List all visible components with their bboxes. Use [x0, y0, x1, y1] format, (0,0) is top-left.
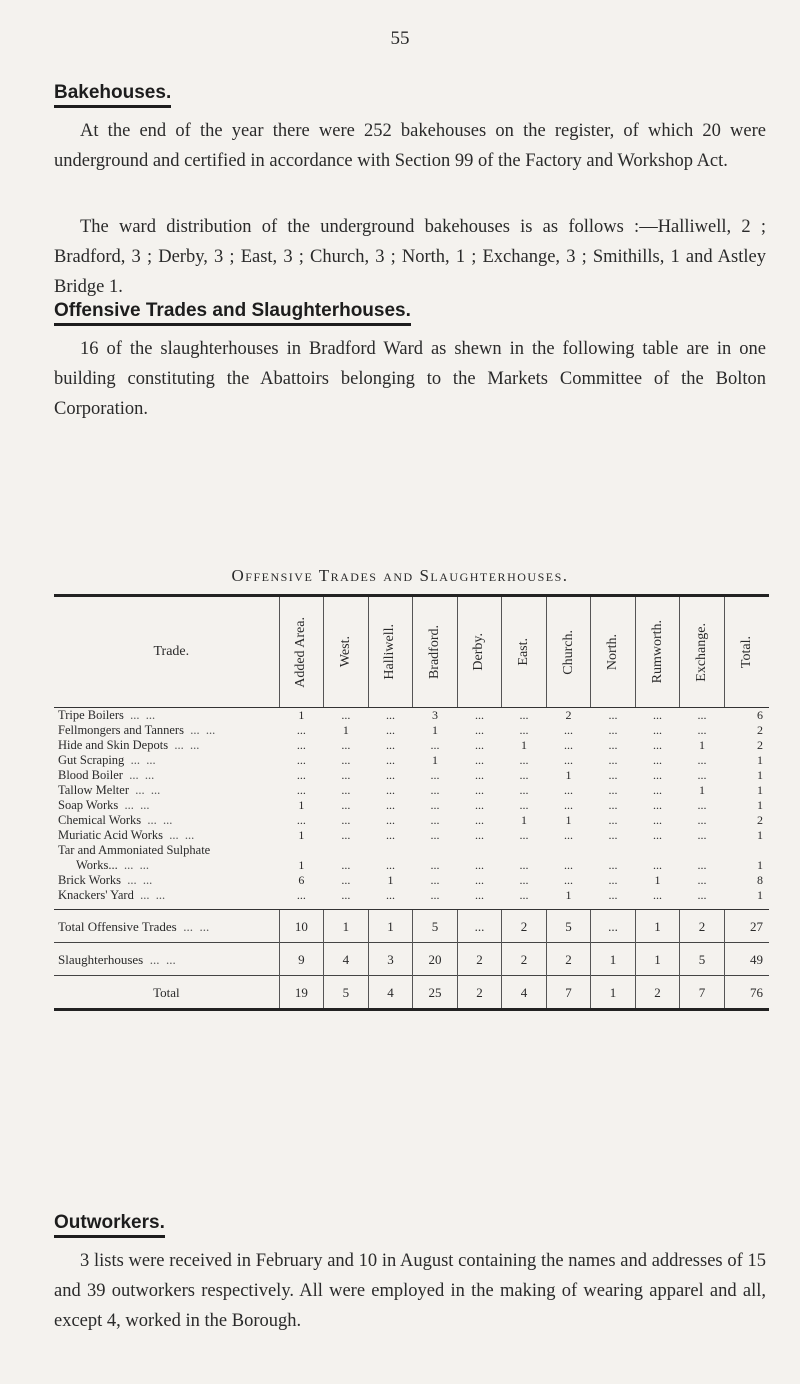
- table-cell: ...: [341, 783, 351, 797]
- table-cell: 3: [368, 943, 413, 976]
- table-cell: 1: [298, 798, 305, 812]
- table-cell: ...: [608, 858, 618, 872]
- row-total-cell: 1: [757, 768, 763, 782]
- table-cell: ...: [519, 708, 529, 722]
- column-header-label: Church.: [560, 629, 576, 675]
- table-cell: 1: [591, 976, 636, 1010]
- leader-dots: ... ...: [141, 813, 173, 827]
- column-header: [591, 597, 636, 708]
- row-label: [54, 723, 279, 738]
- row-total-cell: 27: [724, 910, 769, 943]
- table-cell: ...: [341, 828, 351, 842]
- table-cell: ...: [385, 858, 395, 872]
- table-cell: 1: [635, 910, 680, 943]
- table-cell: ...: [474, 783, 484, 797]
- outworkers-paragraph: [54, 1246, 766, 1336]
- table-row: [54, 798, 769, 813]
- table-cell: 4: [324, 943, 369, 976]
- table-cell: ...: [697, 723, 707, 737]
- row-label: [54, 738, 279, 753]
- row-total-cell: 6: [757, 708, 763, 722]
- row-total-cell: 76: [724, 976, 769, 1010]
- column-header-label: North.: [605, 633, 621, 671]
- table-cell: 1: [654, 873, 661, 887]
- table-cell: ...: [697, 828, 707, 842]
- table-cell: 1: [298, 858, 305, 872]
- leader-dots: ... ...: [124, 753, 156, 767]
- table-cell: ...: [564, 783, 573, 797]
- table-cell: ...: [474, 768, 484, 782]
- table-cell: ...: [341, 813, 351, 827]
- table-cell: ...: [430, 783, 440, 797]
- table-cell: ...: [564, 723, 573, 737]
- table-cell: ...: [457, 910, 502, 943]
- column-header-label: Added Area.: [293, 616, 309, 688]
- bakehouses-paragraph-2: [54, 212, 766, 302]
- table-cell: ...: [474, 723, 484, 737]
- table-cell: 4: [368, 976, 413, 1010]
- table-cell: ...: [430, 888, 440, 902]
- column-header: [413, 597, 458, 708]
- leader-dots: ... ...: [133, 888, 166, 902]
- table-cell: ...: [519, 873, 529, 887]
- table-cell: 2: [680, 910, 725, 943]
- table-cell: 1: [342, 723, 349, 737]
- table-cell: ...: [519, 783, 529, 797]
- table-cell: ...: [608, 798, 618, 812]
- column-header-label: West.: [337, 636, 353, 668]
- row-label-text-continued: Works...: [76, 858, 118, 872]
- leader-dots: ... ...: [123, 708, 156, 722]
- table-cell: ...: [474, 708, 484, 722]
- row-label: [54, 873, 279, 888]
- table-cell: ...: [430, 768, 440, 782]
- row-label: [54, 943, 279, 976]
- table-cell: ...: [697, 753, 707, 767]
- leader-dots: ... ...: [163, 828, 195, 842]
- offensive-trades-heading: Offensive Trades and Slaughterhouses.: [54, 300, 411, 326]
- table-cell: ...: [341, 858, 351, 872]
- table-cell: ...: [341, 888, 351, 902]
- row-total-cell: 1: [757, 783, 763, 797]
- table-row: [54, 828, 769, 843]
- table-cell: ...: [653, 828, 663, 842]
- leader-dots: ... ...: [176, 918, 210, 934]
- bakehouses-heading: Bakehouses.: [54, 82, 171, 108]
- table-cell: ...: [474, 828, 484, 842]
- row-label-text: Chemical Works: [58, 813, 142, 827]
- table-cell: ...: [653, 768, 663, 782]
- table-row: [54, 783, 769, 798]
- bakehouses-paragraph-2-text: The ward distribution of the underground bakehouses is as follows :—Halliwell, 2 ; Bradford, 3 ; Derby, 3 ; East, 3 ; Church, 3 ; North, 1 ; Exchange, 3 ; Smithills, 1 and Astley Bridge 1.: [54, 217, 766, 297]
- table-row: [54, 888, 769, 903]
- row-label-text: Tar and Ammoniated Sulphate: [58, 843, 211, 857]
- table-cell: 2: [457, 943, 502, 976]
- table-cell: ...: [385, 768, 395, 782]
- column-header: [724, 597, 769, 708]
- table-cell: 5: [680, 943, 725, 976]
- table-cell: ...: [608, 753, 618, 767]
- table-cell: ...: [474, 858, 484, 872]
- table-cell: ...: [296, 888, 306, 902]
- table-cell: ...: [519, 753, 529, 767]
- column-header: [368, 597, 413, 708]
- table-cell: ...: [474, 888, 484, 902]
- table-row-slaughterhouses: [54, 943, 769, 976]
- leader-dots: ... ...: [122, 768, 155, 782]
- column-header-label: Halliwell.: [382, 624, 398, 680]
- table-cell: 2: [502, 943, 547, 976]
- table-cell: ...: [430, 858, 440, 872]
- table-cell: 1: [520, 813, 527, 827]
- table-cell: ...: [430, 873, 440, 887]
- row-label-text: Total Offensive Trades: [58, 918, 177, 934]
- table-cell: ...: [296, 768, 306, 782]
- table-cell: ...: [653, 858, 663, 872]
- table-cell: 2: [565, 708, 572, 722]
- table-cell: ...: [385, 888, 395, 902]
- table-cell: 1: [591, 943, 636, 976]
- table-cell: 19: [279, 976, 324, 1010]
- table-cell: ...: [385, 708, 395, 722]
- column-header: [324, 597, 369, 708]
- table-row: [54, 708, 769, 724]
- column-header-label: Derby.: [471, 633, 487, 671]
- table-cell: ...: [653, 723, 663, 737]
- table-cell: 1: [387, 873, 394, 887]
- column-header-label: Total.: [738, 635, 754, 669]
- table-cell: 6: [298, 873, 305, 887]
- table-cell: ...: [653, 783, 663, 797]
- row-label: [54, 813, 279, 828]
- column-header-label: Rumworth.: [649, 620, 665, 684]
- table-body: [54, 708, 769, 1010]
- table-cell: 1: [368, 910, 413, 943]
- column-header-label: East.: [515, 638, 531, 666]
- table-cell: 1: [635, 943, 680, 976]
- table-cell: ...: [653, 798, 663, 812]
- table-cell: ...: [341, 738, 351, 752]
- table-cell: 2: [546, 943, 591, 976]
- table-cell: 7: [680, 976, 725, 1010]
- table-cell: 1: [520, 738, 527, 752]
- table-row: [54, 753, 769, 768]
- row-total-cell: 8: [757, 873, 763, 887]
- table-cell: ...: [653, 813, 663, 827]
- table-cell: ...: [385, 723, 395, 737]
- row-label-text: Brick Works: [58, 873, 121, 887]
- table-cell: ...: [385, 738, 395, 752]
- row-label-text: Slaughterhouses: [58, 951, 144, 967]
- table-row-total-offensive: [54, 910, 769, 943]
- leader-dots: ... ...: [118, 798, 150, 812]
- row-total-cell: 2: [757, 813, 763, 827]
- table-cell: ...: [519, 858, 529, 872]
- table-cell: 5: [324, 976, 369, 1010]
- table-cell: ...: [341, 798, 351, 812]
- table-cell: ...: [697, 873, 707, 887]
- table-cell: ...: [697, 858, 707, 872]
- row-label: [54, 828, 279, 843]
- table-cell: ...: [608, 708, 618, 722]
- table-cell: ...: [474, 753, 484, 767]
- table-cell: ...: [608, 813, 618, 827]
- table-cell: ...: [608, 828, 618, 842]
- table-cell: ...: [296, 723, 306, 737]
- leader-dots: ... ...: [128, 783, 161, 797]
- table-cell: ...: [474, 813, 484, 827]
- table-cell: 1: [431, 723, 438, 737]
- table-cell: ...: [519, 888, 529, 902]
- table-cell: ...: [564, 873, 573, 887]
- row-total-cell: 1: [757, 753, 763, 767]
- table-cell: ...: [385, 828, 395, 842]
- row-label: [54, 768, 279, 783]
- row-label-text: Fellmongers and Tanners: [58, 723, 184, 737]
- row-label-text: Gut Scraping: [58, 753, 125, 767]
- table-cell: ...: [608, 723, 618, 737]
- table-cell: ...: [385, 783, 395, 797]
- column-header-label: Bradford.: [426, 624, 442, 680]
- leader-dots: ... ...: [143, 951, 176, 967]
- table-cell: 5: [546, 910, 591, 943]
- row-label: [54, 753, 279, 768]
- table-cell: ...: [341, 753, 351, 767]
- table-row: [54, 723, 769, 738]
- column-header-label: Exchange.: [694, 622, 710, 682]
- table-cell: 1: [565, 768, 572, 782]
- table-cell: ...: [474, 738, 484, 752]
- bakehouses-paragraph-1: [54, 116, 766, 176]
- row-total-cell: 1: [757, 828, 763, 842]
- table-caption: Offensive Trades and Slaughterhouses.: [231, 566, 569, 585]
- table-cell: ...: [608, 783, 618, 797]
- offensive-trades-paragraph-text: 16 of the slaughterhouses in Bradford Ward as shewn in the following table are in one building constituting the Abattoirs belonging to the Markets Committee of the Bolton Corporation.: [54, 339, 766, 419]
- table-cell: ...: [653, 888, 663, 902]
- table-cell: ...: [697, 813, 707, 827]
- table-cell: ...: [608, 738, 618, 752]
- table-cell: ...: [697, 768, 707, 782]
- row-label-text: Knackers' Yard: [58, 888, 134, 902]
- row-total-cell: 49: [724, 943, 769, 976]
- table-row: [54, 843, 769, 873]
- row-label-text: Soap Works: [58, 798, 119, 812]
- table-cell: ...: [564, 828, 573, 842]
- row-label: [54, 910, 279, 943]
- table-cell: ...: [519, 828, 529, 842]
- bakehouses-paragraph-1-text: At the end of the year there were 252 bakehouses on the register, of which 20 were underground and certified in accordance with Section 99 of the Factory and Workshop Act.: [54, 121, 766, 171]
- table-cell: 2: [502, 910, 547, 943]
- table-cell: ...: [519, 723, 529, 737]
- table-cell: 1: [298, 708, 305, 722]
- outworkers-paragraph-text: 3 lists were received in February and 10 in August containing the names and addresses of 15 and 39 outworkers respectively. All were employed in the making of wearing apparel and all, except 4, worked in the Borough.: [54, 1251, 766, 1331]
- table-cell: ...: [653, 708, 663, 722]
- table-cell: ...: [697, 798, 707, 812]
- table-row-grand-total: [54, 976, 769, 1010]
- row-label-text: Hide and Skin Depots: [58, 738, 169, 752]
- table-cell: ...: [474, 798, 484, 812]
- row-label: [54, 843, 279, 873]
- leader-dots: ... ...: [121, 873, 153, 887]
- table-cell: 7: [546, 976, 591, 1010]
- table-cell: 3: [431, 708, 438, 722]
- table-cell: ...: [591, 910, 636, 943]
- table-cell: ...: [653, 753, 663, 767]
- row-label-text: Blood Boiler: [58, 768, 123, 782]
- row-label-text: Tripe Boilers: [58, 708, 124, 722]
- column-header: [635, 597, 680, 708]
- row-label: [54, 888, 279, 903]
- row-label-text: Total: [153, 984, 180, 1000]
- leader-dots: ... ...: [117, 858, 149, 872]
- table-grid: [54, 597, 769, 1011]
- table-cell: 20: [413, 943, 458, 976]
- row-label-text: Muriatic Acid Works: [58, 828, 163, 842]
- table-cell: 5: [413, 910, 458, 943]
- offensive-trades-paragraph: [54, 334, 766, 424]
- column-header: [680, 597, 725, 708]
- table-cell: ...: [474, 873, 484, 887]
- table-cell: ...: [385, 753, 395, 767]
- table-cell: ...: [519, 768, 529, 782]
- row-label: [54, 798, 279, 813]
- table-cell: 9: [279, 943, 324, 976]
- table-cell: 1: [431, 753, 438, 767]
- table-cell: 2: [457, 976, 502, 1010]
- table-row: [54, 768, 769, 783]
- table-row: [54, 738, 769, 753]
- outworkers-heading: Outworkers.: [54, 1212, 165, 1238]
- table-cell: ...: [296, 738, 306, 752]
- column-header: [546, 597, 591, 708]
- column-header: [502, 597, 547, 708]
- table-cell: ...: [564, 858, 573, 872]
- table-row: [54, 873, 769, 888]
- table-cell: 25: [413, 976, 458, 1010]
- table-cell: 1: [565, 888, 572, 902]
- table-cell: ...: [608, 873, 618, 887]
- table-cell: ...: [608, 888, 618, 902]
- table-cell: ...: [296, 783, 306, 797]
- table-cell: ...: [564, 753, 573, 767]
- table-header-row: [54, 597, 769, 708]
- table-cell: ...: [341, 873, 351, 887]
- table-cell: ...: [430, 828, 440, 842]
- leader-dots: ... ...: [168, 738, 200, 752]
- table-cell: ...: [341, 708, 351, 722]
- offensive-trades-table: [54, 594, 769, 1011]
- column-header: [457, 597, 502, 708]
- table-cell: ...: [430, 738, 440, 752]
- table-cell: ...: [697, 708, 707, 722]
- table-cell: ...: [385, 798, 395, 812]
- table-cell: ...: [564, 738, 573, 752]
- table-cell: ...: [385, 813, 395, 827]
- table-cell: ...: [430, 813, 440, 827]
- column-header-trade: Trade.: [54, 597, 279, 708]
- leader-dots: ... ...: [183, 723, 216, 737]
- table-cell: 1: [699, 738, 706, 752]
- table-cell: ...: [341, 768, 351, 782]
- table-cell: ...: [430, 798, 440, 812]
- table-cell: ...: [608, 768, 618, 782]
- row-total-cell: 2: [757, 723, 763, 737]
- table-cell: 4: [502, 976, 547, 1010]
- row-total-cell: 2: [757, 738, 763, 752]
- row-total-cell: 1: [757, 798, 763, 812]
- table-cell: ...: [564, 798, 573, 812]
- row-total-cell: 1: [757, 888, 763, 902]
- table-cell: ...: [653, 738, 663, 752]
- table-cell: 1: [298, 828, 305, 842]
- table-cell: 10: [279, 910, 324, 943]
- table-cell: ...: [519, 798, 529, 812]
- table-cell: 1: [565, 813, 572, 827]
- table-cell: 2: [635, 976, 680, 1010]
- table-cell: ...: [296, 813, 306, 827]
- table-cell: ...: [296, 753, 306, 767]
- table-cell: 1: [699, 783, 706, 797]
- column-header: [279, 597, 324, 708]
- page-number: 55: [390, 28, 410, 49]
- table-row: [54, 813, 769, 828]
- row-label: [54, 976, 279, 1010]
- row-label-text: Tallow Melter: [58, 783, 129, 797]
- table-cell: ...: [697, 888, 707, 902]
- table-cell: 1: [324, 910, 369, 943]
- row-total-cell: 1: [757, 858, 763, 872]
- row-label: [54, 783, 279, 798]
- row-label: [54, 708, 279, 724]
